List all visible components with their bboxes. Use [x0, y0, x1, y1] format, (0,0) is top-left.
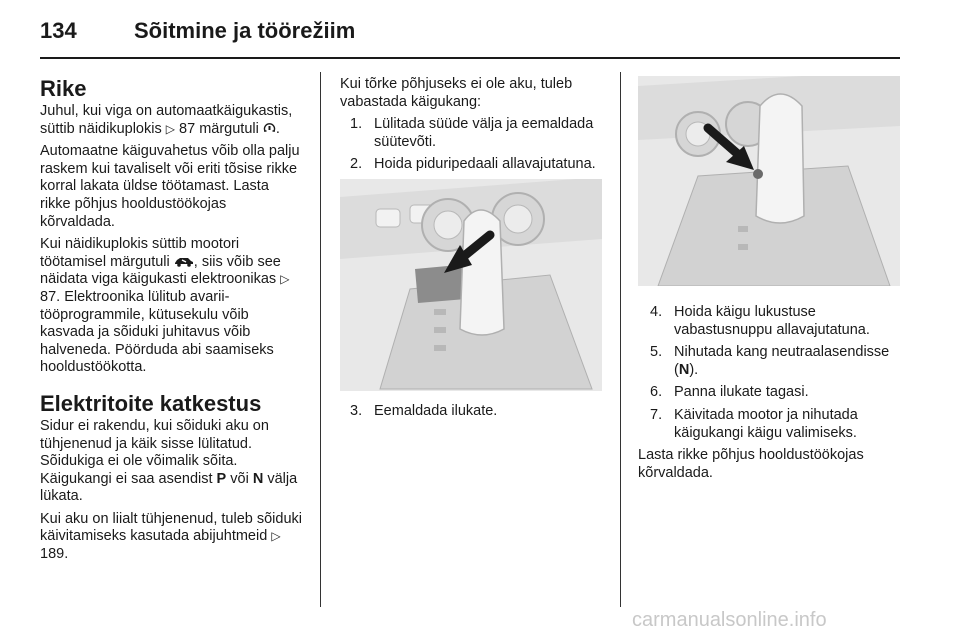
steps-list [340, 116, 606, 174]
column-divider [620, 72, 621, 607]
paragraph-release-intro: Kui tõrke põhjuseks ei ole aku, tuleb vabastada käigukang: [340, 76, 573, 110]
watermark: carmanualsonline.info [632, 609, 827, 631]
list-item: 2. Hoida piduripedaali allavajutatuna. [350, 156, 596, 173]
paragraph-shift-difficulty: Automaatne käiguvahetus võib olla palju raskem kui tavaliselt või eriti tõsise rikke korral lakata üldse töötamast. Lasta rikke põhjus hooldustöökojas kõrvaldada. [40, 143, 300, 230]
heading-power-loss: Elektritoite katkestus [40, 390, 262, 416]
page-ref[interactable]: 87 [179, 120, 196, 137]
ref-arrow-icon: ▷ [271, 529, 281, 544]
list-item: 7. Käivitada mootor ja nihutada käigukangi käigu valimiseks. [650, 406, 858, 441]
gear-n-label: N [678, 361, 690, 378]
list-item: 4. Hoida käigu lukustuse vabastusnuppu allavajutatuna. [650, 304, 870, 338]
illustration-remove-trim [340, 179, 602, 391]
paragraph-jump-cables: Kui aku on liialt tühjenenud, tuleb sõiduki käivitamiseks kasutada abijuhtmeid ▷ 189. [40, 510, 302, 563]
paragraph-closing: Lasta rikke põhjus hooldustöökojas kõrvaldada. [638, 447, 864, 481]
paragraph-clutch: Sidur ei rakendu, kui sõiduki aku on tühjenenud ja käik sisse lülitatud. Sõidukiga ei ole võimalik sõita. Käigukangi ei saa asendist P või N välja lükata. [40, 417, 298, 505]
ref-arrow-icon: ▷ [165, 121, 175, 136]
column-middle [340, 76, 606, 426]
column-divider [320, 72, 321, 607]
steps-list [638, 304, 904, 442]
paragraph-fault: Juhul, kui viga on automaatkäigukastis, süttib näidikuplokis ▷ 87 märgutuli . [40, 103, 293, 137]
page-ref[interactable]: 189 [40, 546, 65, 563]
list-item: 1. Lülitada süüde välja ja eemaldada süütevõti. [350, 116, 594, 150]
paragraph-warning-light: Kui näidikuplokis süttib mootori töötamisel märgutuli , siis võib see näidata viga käigukasti elektroonikas ▷ 87. Elektroonika lülitub avarii-tööprogrammile, kütusekulu võib kasvada ja sõiduki juhitavus võib halveneda. Pöörduda abi saamiseks hooldustöökotta. [40, 236, 290, 376]
ref-arrow-icon: ▷ [280, 272, 290, 287]
page-header [40, 14, 920, 60]
illustration-release-button [638, 76, 900, 286]
list-item: 3. Eemaldada ilukate. [350, 402, 498, 419]
list-item: 5. Nihutada kang neutraalasendisse (N). [650, 344, 890, 378]
gear-p-label: P [216, 470, 227, 487]
list-item: 6. Panna ilukate tagasi. [650, 384, 809, 401]
gear-n-label: N [252, 470, 264, 487]
column-left [40, 76, 302, 569]
heading-rike: Rike [40, 76, 87, 101]
car-wrench-icon [174, 256, 194, 267]
header-rule [40, 57, 900, 59]
section-title: Sõitmine ja töörežiim [134, 18, 356, 43]
gearbox-warning-icon [263, 122, 276, 134]
page-number: 134 [40, 18, 77, 43]
steps-list [340, 403, 606, 421]
column-right [638, 76, 904, 487]
page-ref[interactable]: 87 [40, 288, 57, 305]
